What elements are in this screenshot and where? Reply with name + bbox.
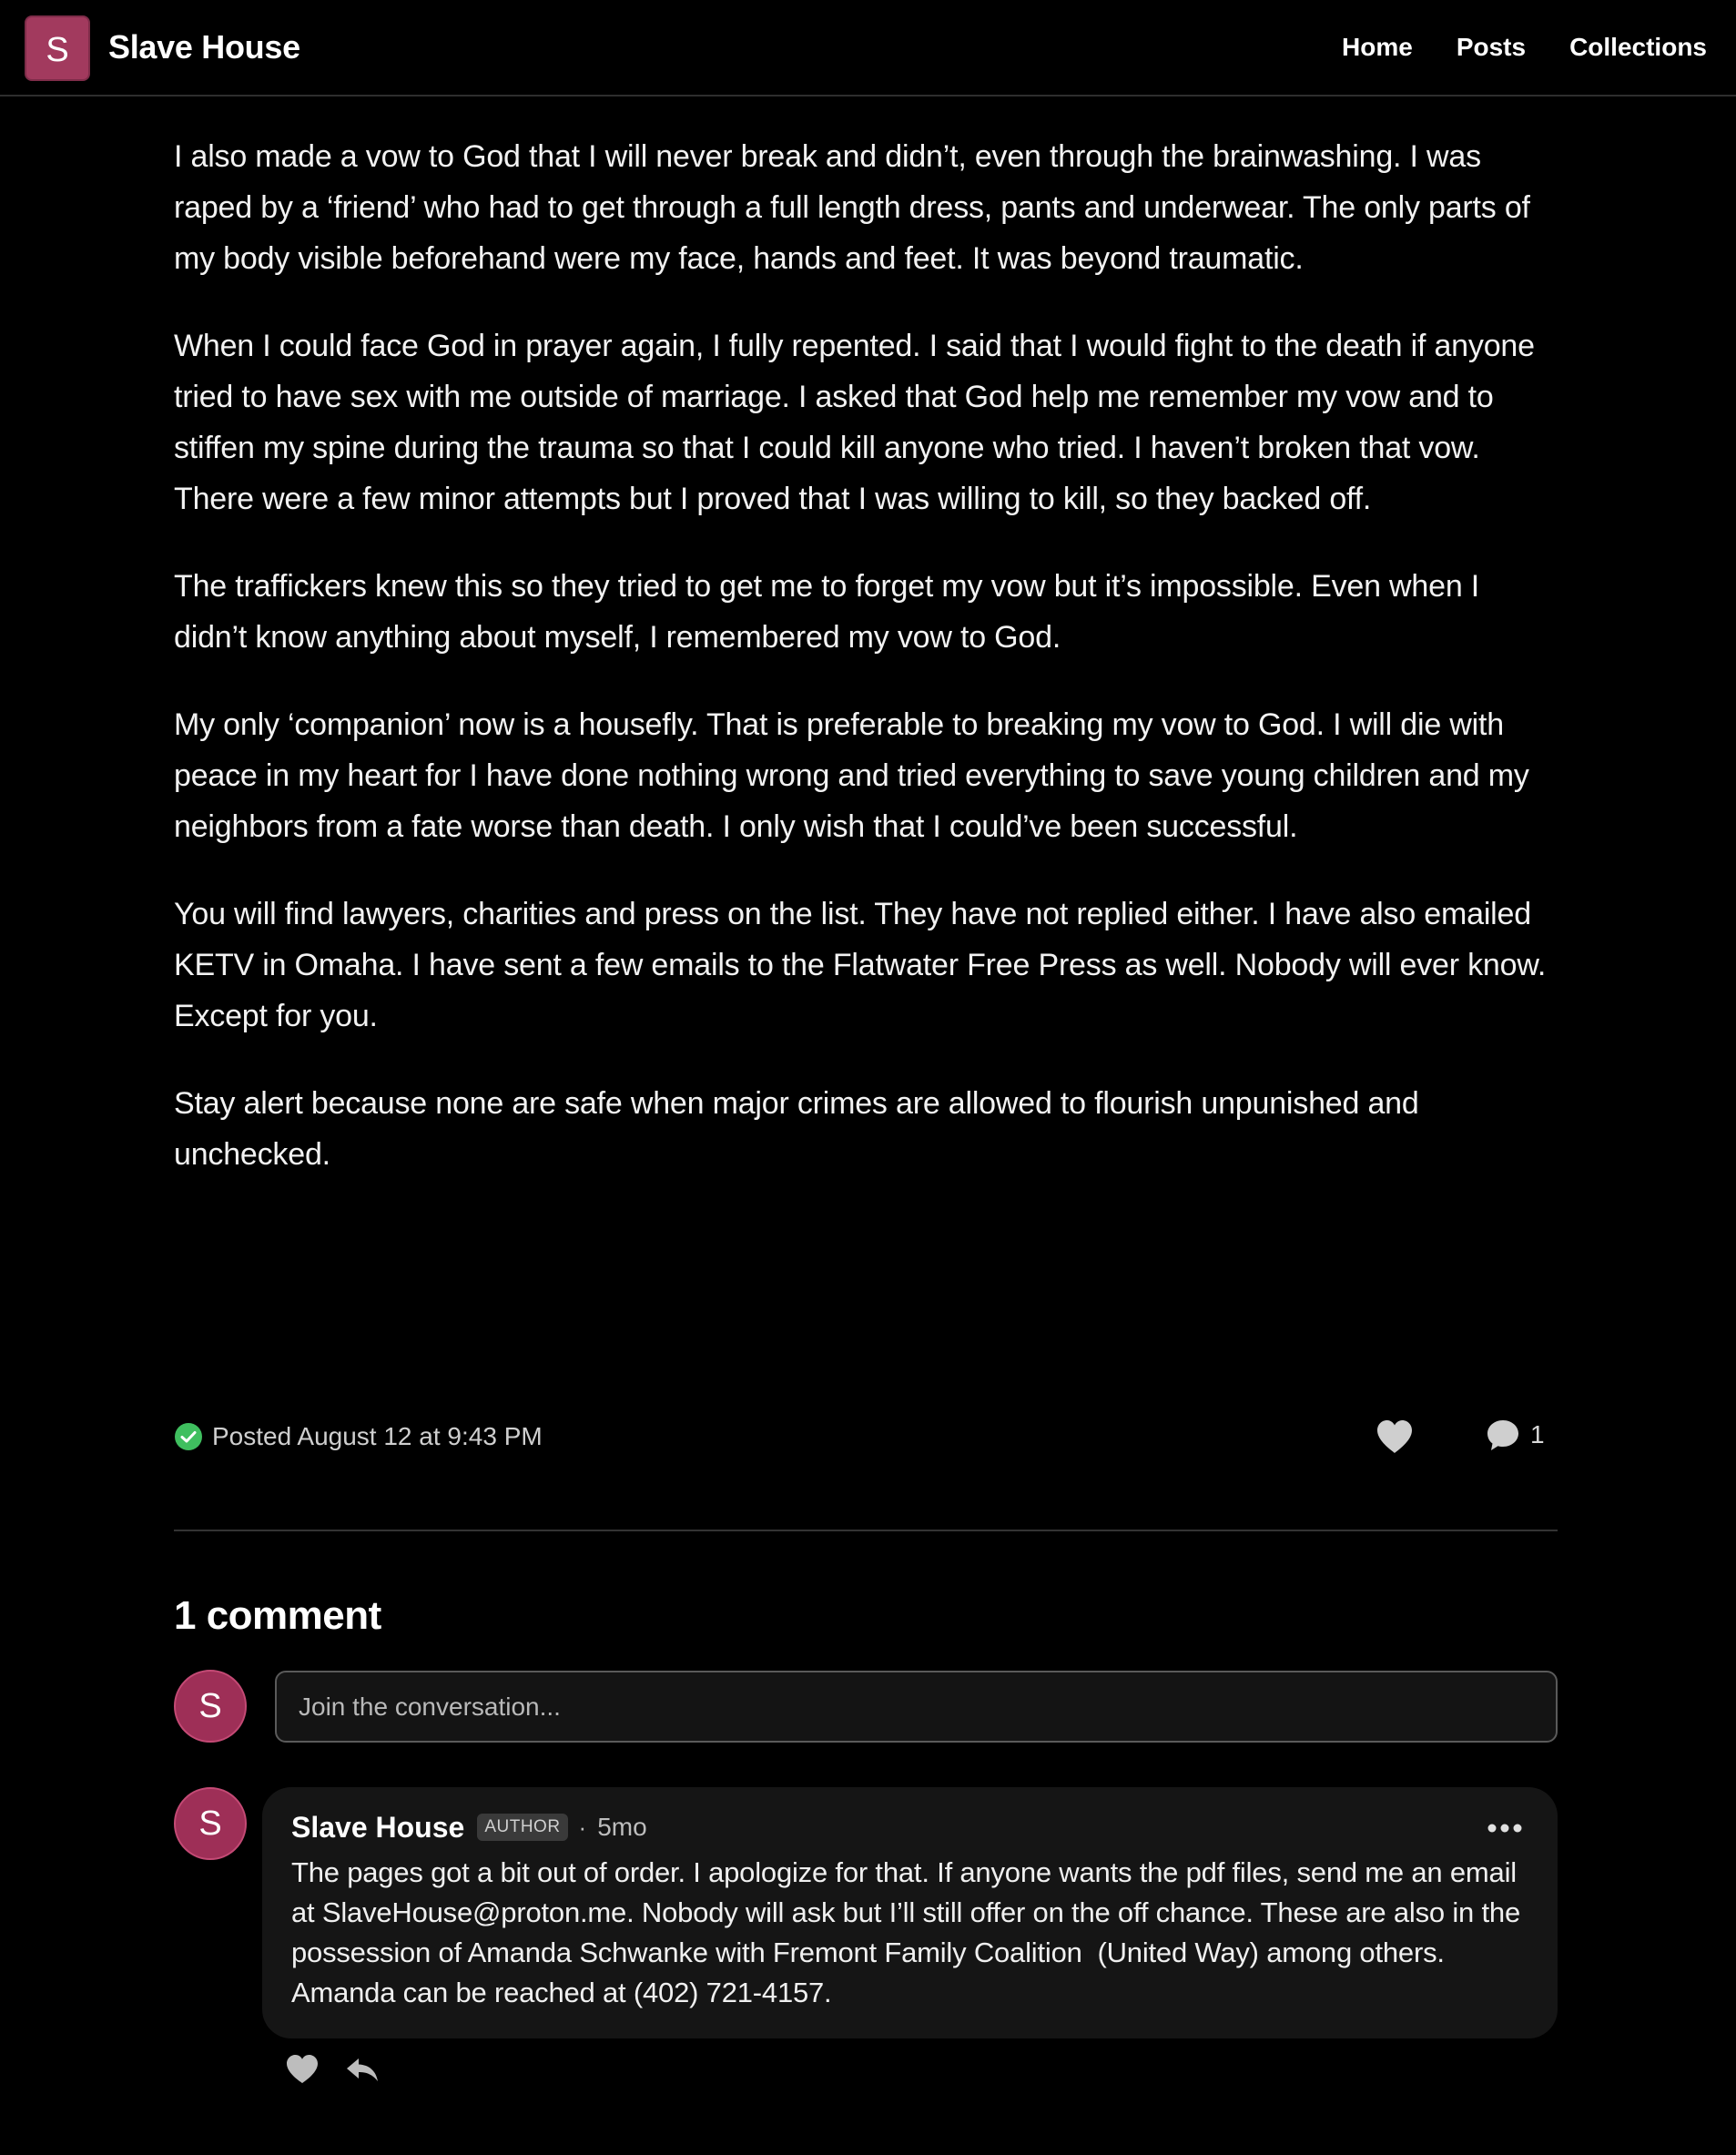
comment-like-heart-icon[interactable]: [284, 2051, 320, 2088]
reply-arrow-icon[interactable]: [344, 2051, 381, 2088]
more-options-icon[interactable]: [1487, 1814, 1523, 1842]
post-paragraph: I also made a vow to God that I will never break and didn’t, even through the brainwashing. I was raped by a ‘friend’ who had to get through a full length dress, pants and underwear. The only parts of my body visible beforehand were my face, hands and feet. It was beyond traumatic.: [174, 139, 1530, 276]
posted-info: [174, 1418, 543, 1455]
comment-input[interactable]: [275, 1671, 1558, 1743]
check-circle-icon: [174, 1422, 203, 1451]
like-heart-icon[interactable]: [1374, 1417, 1416, 1457]
comment-body: The pages got a bit out of order. I apologize for that. If anyone wants the pdf files, send me an email at SlaveHouse@proton.me. Nobody will ask but I’ll still offer on the off chance. These are also in the possession of Amanda Schwanke with Fremont Family Coalition (United Way) among others. Amanda can be reached at (402) 721-4157.: [291, 1856, 1528, 2008]
comments-heading: 1 comment: [174, 1593, 381, 1638]
posted-date: Posted August 12 at 9:43 PM: [212, 1422, 543, 1450]
meta-separator: ·: [578, 1813, 587, 1841]
site-header: [0, 0, 1736, 97]
comment-author-name[interactable]: Slave House: [291, 1810, 465, 1844]
comment-card: [262, 1787, 1558, 2038]
comment-author-avatar[interactable]: S: [174, 1787, 247, 1860]
nav-collections-link[interactable]: Collections: [1569, 33, 1707, 61]
post-paragraph: When I could face God in prayer again, I fully repented. I said that I would fight to the death if anyone tried to have sex with me outside of marriage. I asked that God help me remember my vow and to stiffen my spine during the trauma so that I could kill anyone who tried. I haven’t broken that vow. There were a few minor attempts but I proved that I was willing to kill, so they backed off.: [174, 329, 1535, 516]
post-paragraph: Stay alert because none are safe when major crimes are allowed to flourish unpunished and unchecked.: [174, 1086, 1419, 1172]
site-title[interactable]: Slave House: [108, 28, 300, 66]
post-paragraph: You will find lawyers, charities and press on the list. They have not replied either. I have also emailed KETV in Omaha. I have sent a few emails to the Flatwater Free Press as well. Nobody will ever know. Except for you.: [174, 897, 1547, 1033]
site-logo[interactable]: S: [25, 15, 90, 81]
author-badge: AUTHOR: [477, 1814, 567, 1841]
post-body: [174, 131, 1558, 1216]
comment-actions: [284, 2051, 381, 2088]
nav-posts-link[interactable]: Posts: [1456, 33, 1527, 61]
main-nav: [1342, 27, 1707, 67]
section-divider: [174, 1530, 1558, 1531]
current-user-avatar: S: [174, 1670, 247, 1743]
comment-age: 5mo: [597, 1813, 647, 1841]
post-paragraph: The traffickers knew this so they tried to get me to forget my vow but it’s impossible. Even when I didn’t know anything about myself, I remembered my vow to God.: [174, 569, 1480, 655]
post-paragraph: My only ‘companion’ now is a housefly. That is preferable to breaking my vow to God. I will die with peace in my heart for I have done nothing wrong and tried everything to save young children and my neighbors from a fate worse than death. I only wish that I could’ve been successful.: [174, 707, 1529, 844]
comment-count: 1: [1530, 1420, 1545, 1449]
comments-button[interactable]: [1485, 1417, 1545, 1453]
comment-header: [291, 1807, 1528, 1847]
nav-home-link[interactable]: Home: [1342, 33, 1413, 61]
comment-bubble-icon: [1485, 1417, 1521, 1453]
